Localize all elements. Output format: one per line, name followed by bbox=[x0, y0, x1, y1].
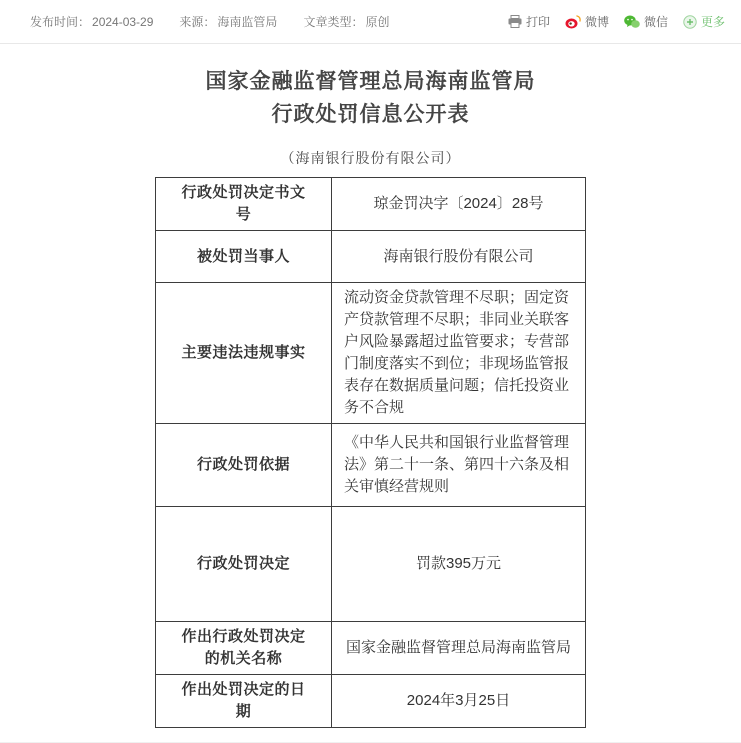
source-value: 海南监管局 bbox=[217, 15, 278, 29]
source-label: 来源： bbox=[179, 15, 216, 29]
article-meta-left bbox=[30, 13, 415, 30]
row-value-violation-facts: 流动资金贷款管理不尽职；固定资产贷款管理不尽职；非同业关联客户风险暴露超过监管要求；专营部门制度落实不到位；非现场监管报表存在数据质量问题；信托投资业务不合规 bbox=[332, 283, 586, 424]
wechat-icon bbox=[624, 15, 640, 29]
row-label-penalty-basis: 行政处罚依据 bbox=[156, 424, 332, 507]
source bbox=[179, 13, 277, 30]
table-row bbox=[156, 283, 586, 424]
article-type-value: 原创 bbox=[365, 15, 390, 29]
table-row bbox=[156, 622, 586, 675]
more-share-button[interactable] bbox=[683, 13, 725, 30]
row-value-penalty-decision: 罚款395万元 bbox=[332, 507, 586, 622]
table-row bbox=[156, 424, 586, 507]
penalty-info-table bbox=[155, 177, 586, 728]
share-toolbar bbox=[493, 13, 725, 30]
page-title bbox=[0, 65, 741, 131]
weibo-share-button[interactable] bbox=[565, 13, 609, 30]
row-label-penalized-party: 被处罚当事人 bbox=[156, 231, 332, 283]
table-row bbox=[156, 507, 586, 622]
page-subtitle: （海南银行股份有限公司） bbox=[280, 150, 461, 166]
row-value-decision-authority: 国家金融监督管理总局海南监管局 bbox=[332, 622, 586, 675]
row-label-document-number: 行政处罚决定书文号 bbox=[156, 178, 332, 231]
page-title-line2: 行政处罚信息公开表 bbox=[271, 103, 470, 126]
page-title-line1: 国家金融监督管理总局海南监管局 bbox=[205, 70, 536, 93]
row-label-decision-authority: 作出行政处罚决定的机关名称 bbox=[156, 622, 332, 675]
wechat-share-button[interactable] bbox=[624, 13, 668, 30]
table-row bbox=[156, 231, 586, 283]
article-meta-bar bbox=[0, 0, 741, 44]
row-label-penalty-decision: 行政处罚决定 bbox=[156, 507, 332, 622]
wechat-label: 微信 bbox=[643, 15, 668, 29]
more-label: 更多 bbox=[700, 15, 725, 29]
print-label: 打印 bbox=[525, 15, 550, 29]
weibo-label: 微博 bbox=[584, 15, 609, 29]
printer-icon bbox=[508, 15, 522, 28]
row-value-penalized-party: 海南银行股份有限公司 bbox=[332, 231, 586, 283]
row-value-penalty-basis: 《中华人民共和国银行业监督管理法》第二十一条、第四十六条及相关审慎经营规则 bbox=[332, 424, 586, 507]
row-value-decision-date: 2024年3月25日 bbox=[332, 675, 586, 728]
article-type bbox=[303, 13, 389, 30]
row-value-document-number: 琼金罚决字〔2024〕28号 bbox=[332, 178, 586, 231]
plus-circle-icon bbox=[683, 15, 697, 29]
row-label-violation-facts: 主要违法违规事实 bbox=[156, 283, 332, 424]
article-type-label: 文章类型： bbox=[303, 15, 364, 29]
row-label-decision-date: 作出处罚决定的日期 bbox=[156, 675, 332, 728]
table-row bbox=[156, 178, 586, 231]
table-row bbox=[156, 675, 586, 728]
publish-time-value: 2024-03-29 bbox=[92, 15, 154, 29]
print-button[interactable] bbox=[508, 13, 550, 30]
weibo-icon bbox=[565, 15, 581, 29]
publish-time-label: 发布时间： bbox=[30, 15, 91, 29]
publish-time bbox=[30, 13, 153, 30]
